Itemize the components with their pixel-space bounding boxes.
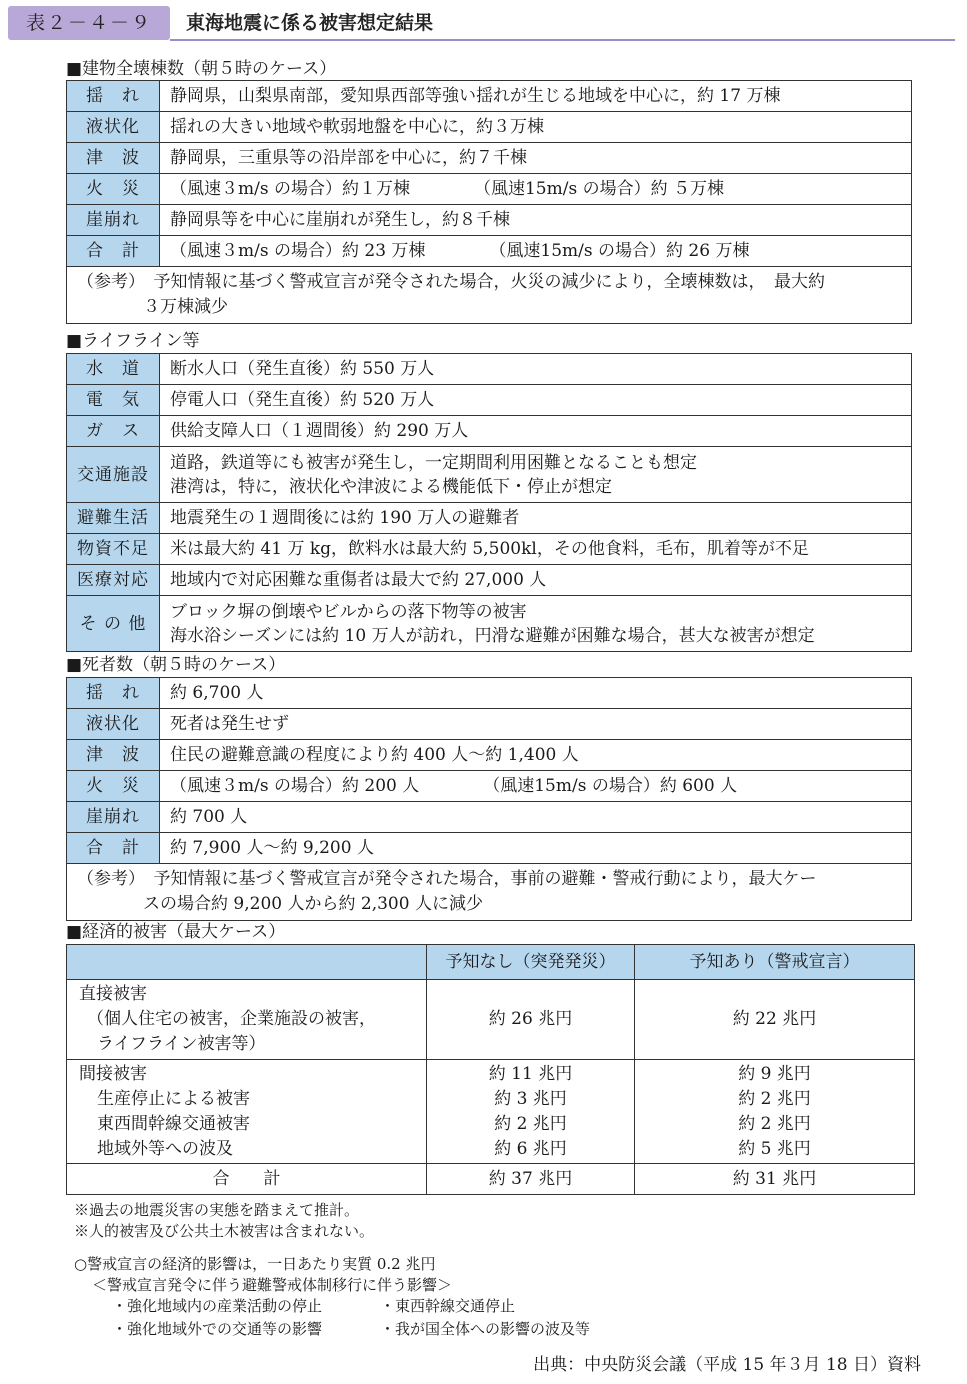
footnote-bullet: ・強化地域内の産業活動の停止: [112, 1297, 323, 1315]
cell-value: 約 26 兆円: [427, 980, 635, 1060]
row-key: 合 計: [67, 833, 160, 864]
value-part-2: （風速15m/s の場合）約 26 万棟: [489, 241, 750, 261]
footnote-bullet: ・強化地域外での交通等の影響: [112, 1320, 323, 1338]
value-line: 約 9 兆円: [738, 1063, 811, 1084]
table-row: [67, 503, 912, 534]
value-line: 約 3 兆円: [494, 1088, 567, 1109]
column-header: 予知あり（警戒宣言）: [635, 945, 915, 980]
section-title-economic: ■経済的被害（最大ケース）: [66, 922, 286, 942]
label-line: 東西間幹線交通被害: [97, 1113, 250, 1134]
cell-values: [635, 1060, 915, 1164]
value-line: 約 11 兆円: [488, 1063, 573, 1084]
buildings-table: [66, 80, 912, 324]
table-row: [67, 565, 912, 596]
table-row: [67, 709, 912, 740]
value-line: 約 2 兆円: [738, 1088, 811, 1109]
value-line: 約 6 兆円: [494, 1138, 567, 1159]
footnote: ＜警戒宣言発令に伴う避難警戒体制移行に伴う影響＞: [92, 1276, 453, 1294]
table-row: [67, 447, 912, 503]
row-key: 避難生活: [67, 503, 160, 534]
table-row: [67, 174, 912, 205]
label-line: 直接被害: [79, 984, 147, 1004]
row-key: 合 計: [67, 236, 160, 267]
table-row: [67, 980, 915, 1060]
footnote: ※人的被害及び公共土木被害は含まれない。: [74, 1222, 375, 1240]
row-key: 津 波: [67, 740, 160, 771]
cell-value: 約 22 兆円: [635, 980, 915, 1060]
deaths-table: [66, 677, 912, 921]
table-row: [67, 596, 912, 652]
note-line: ３万棟減少: [143, 297, 228, 317]
table-row: [67, 833, 912, 864]
value-part-2: （風速15m/s の場合）約 600 人: [483, 776, 738, 796]
row-value: [160, 447, 912, 503]
row-value: [160, 174, 912, 205]
value-line: 海水浴シーズンには約 10 万人が訪れ，円滑な避難が困難な場合，甚大な被害が想定: [170, 625, 815, 646]
header-blank: [67, 945, 427, 980]
table-row: [67, 354, 912, 385]
row-label: [67, 980, 427, 1060]
table-row: [67, 771, 912, 802]
note-line: （参考） 予知情報に基づく警戒宣言が発令された場合，火災の減少により，全壊棟数は， 最大約: [77, 272, 825, 292]
row-key: 揺 れ: [67, 678, 160, 709]
value-part-1: （風速３m/s の場合）約 200 人: [170, 776, 420, 796]
value-line: 道路，鉄道等にも被害が発生し，一定期間利用困難となることも想定: [170, 452, 697, 473]
note-cell: [67, 864, 912, 921]
row-value: [160, 596, 912, 652]
table-number-label: 表２－４－９: [8, 6, 170, 40]
row-value: 断水人口（発生直後）約 550 万人: [160, 354, 912, 385]
source-citation: 出典：中央防災会議（平成 15 年３月 18 日）資料: [533, 1355, 921, 1375]
table-row-note: [67, 267, 912, 324]
label-line: 生産停止による被害: [97, 1088, 250, 1109]
table-row: [67, 534, 912, 565]
cell-value: 約 31 兆円: [635, 1164, 915, 1195]
row-key: 火 災: [67, 771, 160, 802]
row-key: 津 波: [67, 143, 160, 174]
row-value: 停電人口（発生直後）約 520 万人: [160, 385, 912, 416]
row-value: 住民の避難意識の程度により約 400 人～約 1,400 人: [160, 740, 912, 771]
label-line: 間接被害: [79, 1063, 147, 1084]
section-title-lifeline: ■ライフライン等: [66, 331, 200, 351]
table-total-row: [67, 1164, 915, 1195]
label-line: （個人住宅の被害，企業施設の被害，: [87, 1009, 376, 1029]
row-value: 米は最大約 41 万 kg，飲料水は最大約 5,500kl，その他食料，毛布，肌着等が不足: [160, 534, 912, 565]
row-value: 静岡県等を中心に崖崩れが発生し，約８千棟: [160, 205, 912, 236]
note-line: スの場合約 9,200 人から約 2,300 人に減少: [143, 894, 483, 914]
table-row: [67, 1060, 915, 1164]
row-value: 供給支障人口（１週間後）約 290 万人: [160, 416, 912, 447]
table-header-row: [67, 945, 915, 980]
value-line: 約 2 兆円: [738, 1113, 811, 1134]
row-value: 静岡県，山梨県南部，愛知県西部等強い揺れが生じる地域を中心に，約 17 万棟: [160, 81, 912, 112]
row-label: [67, 1060, 427, 1164]
row-key: 電 気: [67, 385, 160, 416]
footnote-bullet: ・東西幹線交通停止: [380, 1297, 516, 1315]
row-key: ガ ス: [67, 416, 160, 447]
section-title-buildings: ■建物全壊棟数（朝５時のケース）: [66, 59, 337, 79]
value-part-1: （風速３m/s の場合）約 23 万棟: [170, 241, 426, 261]
row-value: 揺れの大きい地域や軟弱地盤を中心に，約３万棟: [160, 112, 912, 143]
note-line: （参考） 予知情報に基づく警戒宣言が発令された場合，事前の避難・警戒行動により，最大ケー: [77, 869, 817, 889]
table-row: [67, 112, 912, 143]
footnote: ※過去の地震災害の実態を踏まえて推計。: [74, 1201, 360, 1219]
row-key: 物資不足: [67, 534, 160, 565]
lifeline-table: [66, 353, 912, 652]
row-value: 約 700 人: [160, 802, 912, 833]
value-line: 約 2 兆円: [494, 1113, 567, 1134]
table-row: [67, 802, 912, 833]
page-title: 東海地震に係る被害想定結果: [186, 12, 434, 34]
row-key: 医療対応: [67, 565, 160, 596]
label-line: ライフライン被害等）: [97, 1034, 266, 1054]
row-key: 崖崩れ: [67, 802, 160, 833]
row-value: 静岡県，三重県等の沿岸部を中心に，約７千棟: [160, 143, 912, 174]
table-row: [67, 81, 912, 112]
column-header: 予知なし（突発発災）: [427, 945, 635, 980]
table-row: [67, 416, 912, 447]
row-key: 崖崩れ: [67, 205, 160, 236]
row-key: 交通施設: [67, 447, 160, 503]
header-rule: [170, 39, 955, 41]
economic-table: [66, 944, 915, 1195]
footnote-bullet: ・我が国全体への影響の波及等: [380, 1320, 591, 1338]
total-label: 合 計: [67, 1164, 427, 1195]
row-value: 地震発生の１週間後には約 190 万人の避難者: [160, 503, 912, 534]
table-row: [67, 385, 912, 416]
row-key: 液状化: [67, 709, 160, 740]
table-row: [67, 143, 912, 174]
row-value: 死者は発生せず: [160, 709, 912, 740]
table-row: [67, 678, 912, 709]
value-line: 約 5 兆円: [738, 1138, 811, 1159]
row-value: 約 7,900 人～約 9,200 人: [160, 833, 912, 864]
label-line: 地域外等への波及: [97, 1138, 233, 1159]
row-value: [160, 771, 912, 802]
row-key: 火 災: [67, 174, 160, 205]
row-key: そ の 他: [67, 596, 160, 652]
row-value: 約 6,700 人: [160, 678, 912, 709]
row-value: 地域内で対応困難な重傷者は最大で約 27,000 人: [160, 565, 912, 596]
footnote: ○警戒宣言の経済的影響は，一日あたり実質 0.2 兆円: [74, 1255, 436, 1273]
cell-value: 約 37 兆円: [427, 1164, 635, 1195]
page-header: [0, 0, 967, 48]
row-key: 揺 れ: [67, 81, 160, 112]
value-part-1: （風速３m/s の場合）約１万棟: [170, 179, 410, 199]
note-cell: [67, 267, 912, 324]
row-key: 液状化: [67, 112, 160, 143]
value-line: 港湾は，特に，液状化や津波による機能低下・停止が想定: [170, 476, 612, 497]
table-row: [67, 236, 912, 267]
table-row: [67, 205, 912, 236]
value-part-2: （風速15m/s の場合）約 ５万棟: [473, 179, 724, 199]
section-title-deaths: ■死者数（朝５時のケース）: [66, 655, 286, 675]
table-row: [67, 740, 912, 771]
row-key: 水 道: [67, 354, 160, 385]
value-line: ブロック塀の倒壊やビルからの落下物等の被害: [170, 601, 527, 622]
row-value: [160, 236, 912, 267]
cell-values: [427, 1060, 635, 1164]
table-row-note: [67, 864, 912, 921]
